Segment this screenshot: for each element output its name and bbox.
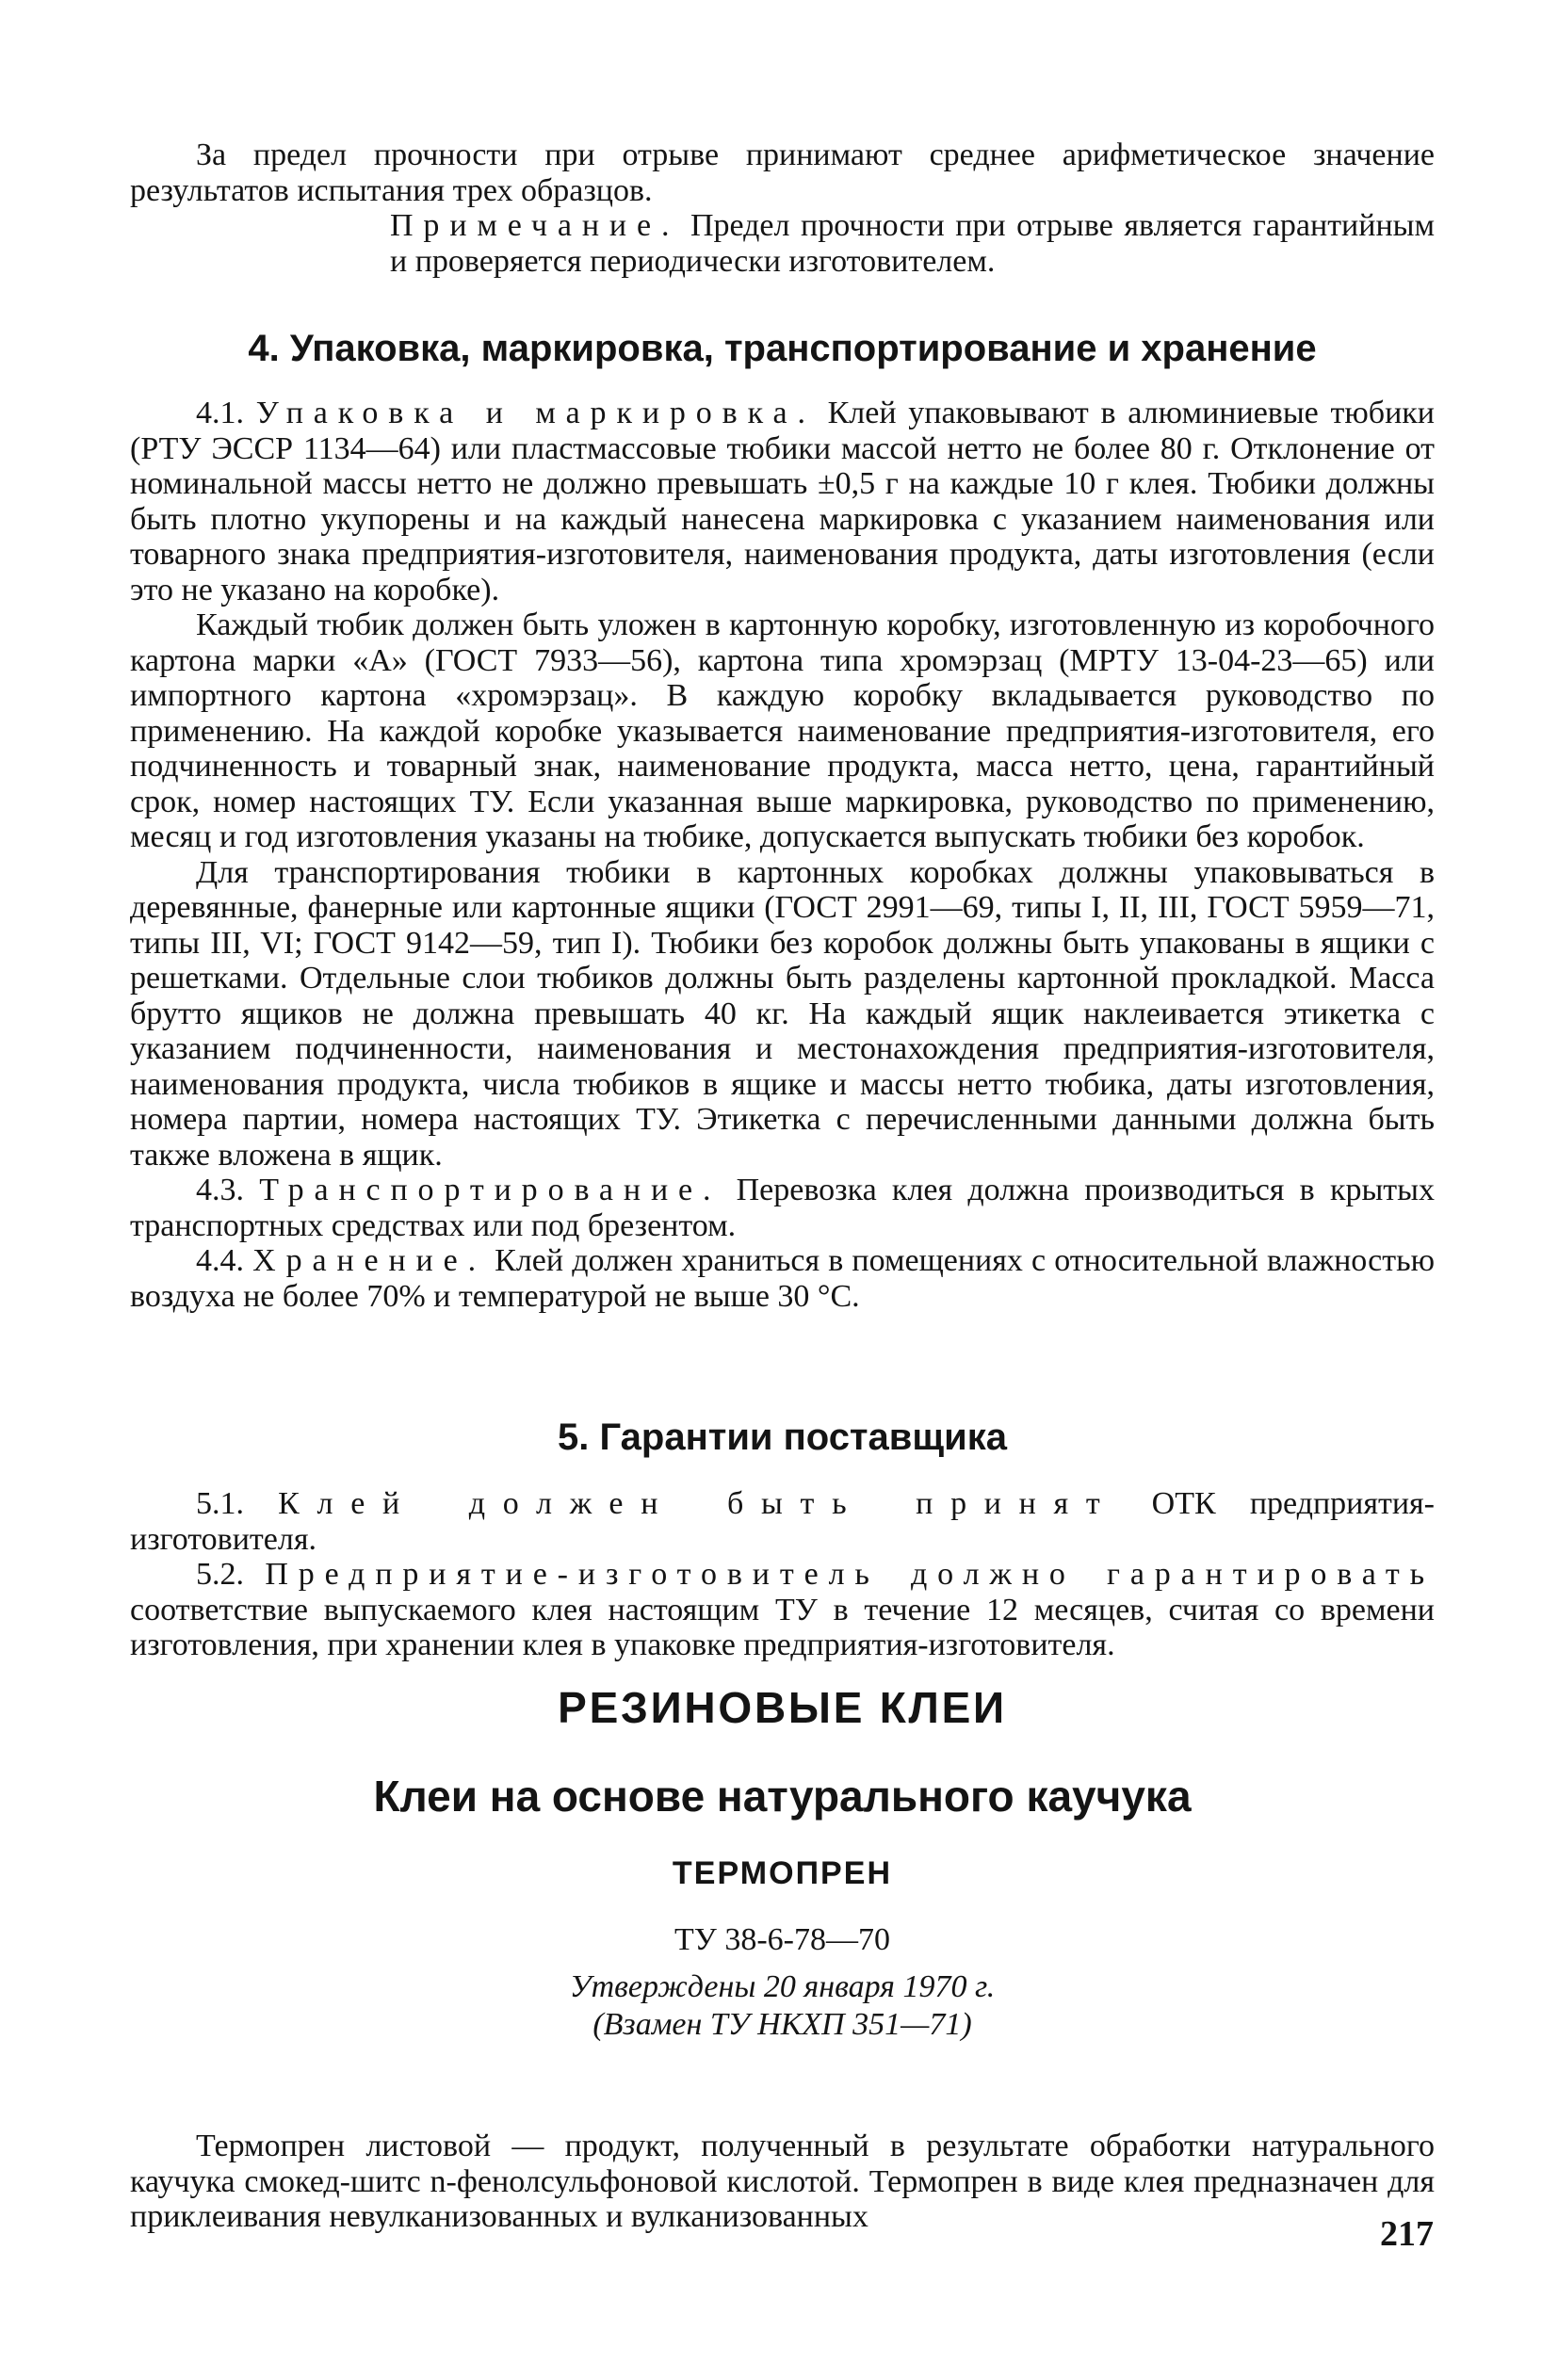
product-description: Термопрен листовой — продукт, полученный в результате обработки натурального каучука смокед-шитс n-фенолсульфоновой кислотой. Термопрен в виде клея предназначен для приклеивания невулканизованных и вулканизованных	[130, 2129, 1435, 2234]
paragraph-5-2-text: соответствие выпускаемого клея настоящим ТУ в течение 12 месяцев, считая со времени изготовления, при хранении клея в упаковке предприятия-изготовителя.	[130, 1592, 1435, 1662]
paragraph-4-1	[130, 396, 1435, 607]
paragraph-4-3-text: Перевозка клея должна производиться в крытых транспортных средствах или под брезентом.	[130, 1173, 1436, 1243]
section-4	[130, 326, 1435, 371]
paragraph-5-2-number: 5.2.	[196, 1557, 266, 1592]
paragraph-5-1-label: Клей должен быть принят	[278, 1486, 1118, 1521]
section-5-body	[130, 1486, 1435, 1663]
paragraph-4-3-label: Транспортирование.	[259, 1173, 722, 1207]
page-number: 217	[1380, 2214, 1434, 2254]
paragraph-5-2	[130, 1557, 1435, 1663]
paragraph-transport-pack: Для транспортирования тюбики в картонных коробках должны упаковываться в деревянные, фанерные или картонные ящики (ГОСТ 2991—69, типы I, II, III, ГОСТ 5959—71, типы III, VI; ГОСТ 9142—59, тип I). Тюбики без коробок должны быть упакованы в ящики с решетками. Отдельные слои тюбиков должны быть разделены картонной прокладкой. Масса брутто ящиков не должна превышать 40 кг. На каждый ящик наклеивается этикетка с указанием подчиненности, наименования и местонахождения предприятия-изготовителя, наименования продукта, числа тюбиков в ящике и массы нетто тюбика, даты изготовления, номера партии, номера настоящих ТУ. Этикетка с перечисленными данными должна быть также вложена в ящик.	[130, 854, 1435, 1173]
paragraph-4-4-number: 4.4.	[196, 1243, 253, 1278]
paragraph-4-4	[130, 1243, 1435, 1314]
product-header	[130, 1854, 1435, 1893]
note-label: Примечание.	[390, 208, 680, 243]
intro-block	[130, 138, 1435, 279]
approval-date: Утверждены 20 января 1970 г.	[569, 1969, 996, 2004]
paragraph-4-1-label: Упаковка и маркировка.	[255, 396, 816, 430]
paragraph-4-4-label: Хранение.	[252, 1243, 486, 1278]
paragraph-5-1-number: 5.1.	[196, 1486, 279, 1521]
product-title: ТЕРМОПРЕН	[672, 1855, 893, 1891]
tu-number: ТУ 38-6-78—70	[674, 1922, 890, 1957]
section-5-title: 5. Гарантии поставщика	[558, 1417, 1007, 1458]
paragraph-4-4-text: Клей должен храниться в помещениях с относительной влажностью воздуха не более 70% и температурой не выше 30 °С.	[130, 1243, 1436, 1314]
tu-block	[130, 1921, 1435, 2044]
natural-rubber-header	[130, 1771, 1435, 1821]
paragraph-5-1	[130, 1486, 1435, 1557]
rubber-glues-title: РЕЗИНОВЫЕ КЛЕИ	[558, 1683, 1007, 1732]
product-description-block	[130, 2129, 1435, 2235]
paragraph-4-3	[130, 1173, 1435, 1243]
paragraph-4-1-text: Клей упаковывают в алюминиевые тюбики (РТУ ЭССР 1134—64) или пластмассовые тюбики массой нетто не более 80 г. Отклонение от номинальной массы нетто не должно превышать ±0,5 г на каждые 10 г клея. Тюбики должны быть плотно укупорены и на каждый нанесена маркировка с указанием наименования или товарного знака предприятия-изготовителя, наименования продукта, даты изготовления (если это не указано на коробке).	[130, 396, 1435, 607]
section-4-body	[130, 396, 1435, 1314]
paragraph-4-3-number: 4.3.	[196, 1173, 260, 1207]
paragraph-5-2-label: Предприятие-изготовитель должно гарантировать	[265, 1557, 1435, 1592]
intro-paragraph: За предел прочности при отрыве принимают среднее арифметическое значение результатов испытания трех образцов.	[130, 138, 1435, 208]
section-5	[130, 1415, 1435, 1460]
paragraph-4-1-number: 4.1.	[196, 396, 256, 430]
section-4-title: 4. Упаковка, маркировка, транспортирование и хранение	[248, 328, 1317, 369]
note-paragraph	[390, 208, 1435, 279]
natural-rubber-title: Клеи на основе натурального каучука	[373, 1772, 1192, 1821]
paragraph-5-1-text: ОТК предприятия-изготовителя.	[130, 1486, 1435, 1557]
paragraph-box: Каждый тюбик должен быть уложен в картонную коробку, изготовленную из коробочного картона марки «А» (ГОСТ 7933—56), картона типа хромэрзац (МРТУ 13-04-23—65) или импортного картона «хромэрзац». В каждую коробку вкладывается руководство по применению. На каждой коробке указывается наименование предприятия-изготовителя, его подчиненность и товарный знак, наименование продукта, масса нетто, цена, гарантийный срок, номер настоящих ТУ. Если указанная выше маркировка, руководство по применению, месяц и год изготовления указаны на тюбике, допускается выпускать тюбики без коробок.	[130, 607, 1435, 854]
note-text: Предел прочности при отрыве является гарантийным и проверяется периодически изготовителем.	[390, 208, 1435, 279]
replaces-note: (Взамен ТУ НКХП 351—71)	[592, 2007, 972, 2042]
rubber-glues-header	[130, 1682, 1435, 1733]
